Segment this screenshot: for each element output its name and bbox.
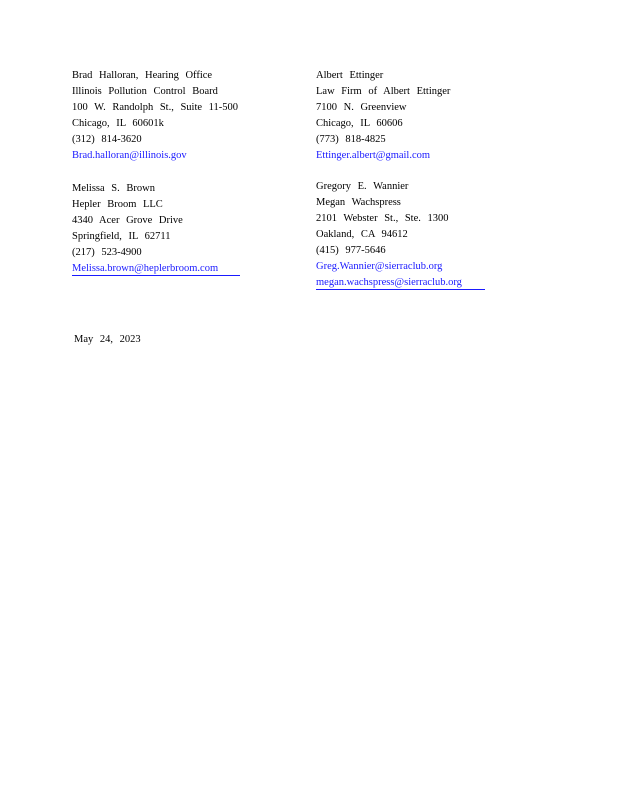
contact-organization: Illinois Pollution Control Board xyxy=(72,86,218,97)
contact-name: Gregory E. Wannier xyxy=(316,181,409,192)
contact-name-secondary: Megan Wachspress xyxy=(316,197,401,208)
address-block-ettinger xyxy=(316,68,450,164)
contact-street: 4340 Acer Grove Drive xyxy=(72,215,183,226)
contact-organization: Hepler Broom LLC xyxy=(72,199,163,210)
contact-name: Melissa S. Brown xyxy=(72,183,155,194)
contact-email-link[interactable]: Ettinger.albert@gmail.com xyxy=(316,150,431,161)
contact-phone: (773) 818-4825 xyxy=(316,134,386,145)
contact-street: 100 W. Randolph St., Suite 11-500 xyxy=(72,102,239,113)
contact-city: Chicago, IL 60606 xyxy=(316,118,403,129)
contact-name: Albert Ettinger xyxy=(316,70,384,81)
address-block-wannier xyxy=(316,179,485,291)
contact-city: Chicago, IL 60601k xyxy=(72,118,164,129)
contact-city: Oakland, CA 94612 xyxy=(316,229,408,240)
contact-email-link[interactable]: Brad.halloran@illinois.gov xyxy=(72,150,187,161)
contact-phone: (312) 814-3620 xyxy=(72,134,142,145)
contact-phone: (217) 523-4900 xyxy=(72,247,142,258)
contact-city: Springfield, IL 62711 xyxy=(72,231,171,242)
contact-email-link[interactable]: Melissa.brown@heplerbroom.com xyxy=(72,263,240,276)
address-block-brown xyxy=(72,181,240,277)
contact-email-link[interactable]: Greg.Wannier@sierraclub.org xyxy=(316,261,443,272)
contact-phone: (415) 977-5646 xyxy=(316,245,386,256)
contact-organization: Law Firm of Albert Ettinger xyxy=(316,86,451,97)
document-date: May 24, 2023 xyxy=(74,334,141,345)
contact-name: Brad Halloran, Hearing Office xyxy=(72,70,213,81)
contact-street: 2101 Webster St., Ste. 1300 xyxy=(316,213,449,224)
address-block-halloran xyxy=(72,68,238,164)
contact-email-link-secondary[interactable]: megan.wachspress@sierraclub.org xyxy=(316,277,485,290)
contact-street: 7100 N. Greenview xyxy=(316,102,407,113)
